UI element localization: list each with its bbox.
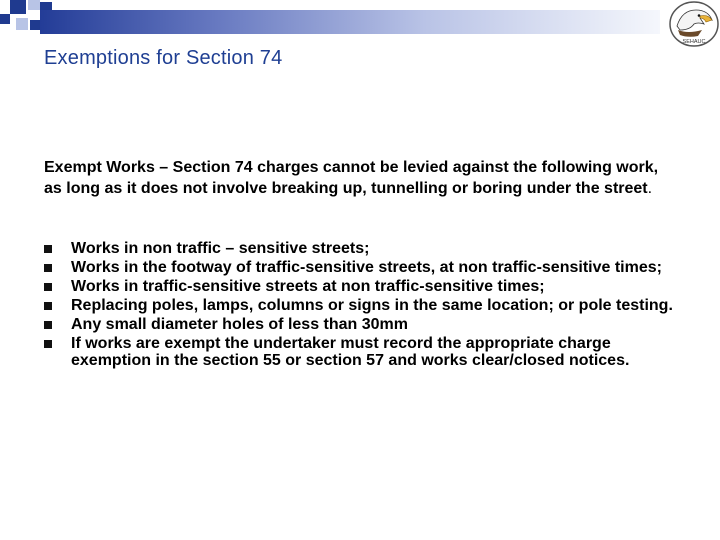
list-item xyxy=(44,316,684,333)
list-item-text: Replacing poles, lamps, columns or signs in the same location; or pole testing. xyxy=(71,297,673,314)
page-title: Exemptions for Section 74 xyxy=(44,47,283,69)
list-item xyxy=(44,335,684,369)
square-bullet-icon xyxy=(44,302,52,310)
list-item-text: If works are exempt the undertaker must record the appropriate charge exemption in the section 55 or section 57 and works clear/closed notices. xyxy=(71,335,630,369)
square-bullet-icon xyxy=(44,283,52,291)
logo-text: SEHAUC xyxy=(682,39,706,45)
square-bullet-icon xyxy=(44,321,52,329)
list-item xyxy=(44,240,684,257)
list-item xyxy=(44,278,684,295)
square-bullet-icon xyxy=(44,245,52,253)
list-item xyxy=(44,297,684,314)
title-gradient-bar xyxy=(40,10,660,34)
list-item xyxy=(44,259,684,276)
eagle-icon xyxy=(668,0,720,48)
list-item-text: Works in non traffic – sensitive streets; xyxy=(71,240,370,257)
list-item-text: Works in the footway of traffic-sensitive streets, at non traffic-sensitive times; xyxy=(71,259,662,276)
square-bullet-icon xyxy=(44,264,52,272)
intro-period: . xyxy=(647,180,653,197)
intro-paragraph xyxy=(44,157,674,199)
list-item-text: Any small diameter holes of less than 30mm xyxy=(71,316,409,333)
intro-text: Exempt Works – Section 74 charges cannot be levied against the following work, as long as it does not involve breaking up, tunnelling or boring under the street xyxy=(44,159,659,197)
exemption-list xyxy=(44,240,684,371)
list-item-text: Works in traffic-sensitive streets at non traffic-sensitive times; xyxy=(71,278,545,295)
square-bullet-icon xyxy=(44,340,52,348)
